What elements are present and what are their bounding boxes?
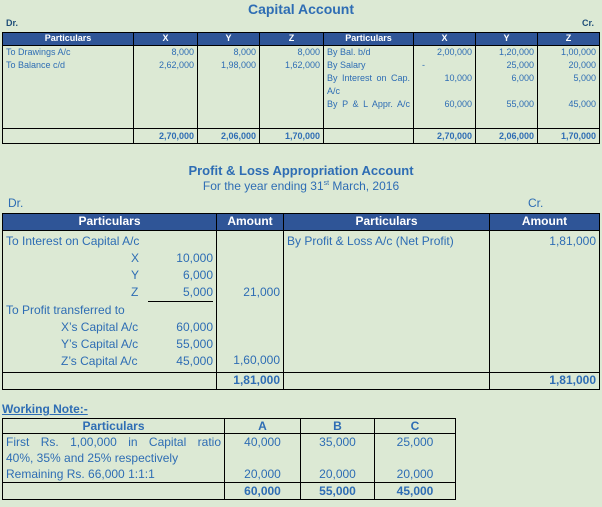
debit-item: To Balance c/d: [6, 60, 66, 70]
pl-subtitle: [0, 179, 602, 193]
value: 25,000: [396, 435, 434, 449]
value: 8,000: [171, 47, 194, 57]
total-y: 2,06,000: [198, 129, 260, 144]
value: 1,98,000: [220, 60, 256, 70]
value: 35,000: [319, 435, 356, 449]
pl-appropriation-table: [2, 213, 600, 390]
profit-label: To Profit transferred to: [6, 303, 125, 317]
value: 55,000: [176, 337, 213, 351]
working-note-table: [2, 418, 456, 500]
col-amount: Amount: [217, 214, 284, 231]
table-row: [3, 231, 600, 373]
profit-row: [6, 353, 213, 370]
value: 40,000: [244, 435, 281, 449]
credit-item: By Profit & Loss A/c (Net Profit): [284, 231, 490, 373]
value: 2,62,000: [158, 60, 194, 70]
total-dr: 1,81,000: [217, 373, 284, 390]
value: 20,000: [396, 467, 434, 481]
table-row: [3, 46, 600, 129]
col-particulars: Particulars: [3, 214, 217, 231]
total-b: 55,000: [301, 483, 375, 500]
capital-title: Capital Account: [247, 1, 355, 17]
interest-label: To Interest on Capital A/c: [6, 234, 140, 248]
value: 10,000: [444, 73, 472, 83]
credit-item: By P & L Appr. A/c: [327, 99, 410, 109]
col-c: C: [375, 419, 456, 434]
col-b: B: [301, 419, 375, 434]
row-label: First Rs. 1,00,000 in Capital ratio: [6, 435, 221, 449]
col-particulars: Particulars: [3, 33, 134, 46]
interest-row: [131, 284, 213, 302]
col-z: Z: [260, 33, 324, 46]
col-y-cr: Y: [476, 33, 538, 46]
subtitle-text: For the year ending 31: [202, 179, 324, 193]
value: 1,62,000: [284, 60, 320, 70]
value: 60,000: [176, 320, 213, 334]
col-y: Y: [198, 33, 260, 46]
value: 55,000: [506, 99, 534, 109]
partner: X: [131, 251, 140, 265]
value: -: [422, 60, 425, 70]
profit-total: 1,60,000: [233, 353, 280, 367]
total-y-cr: 2,06,000: [476, 129, 538, 144]
value: 8,000: [297, 47, 320, 57]
value: 60,000: [444, 99, 472, 109]
totals-row: [3, 129, 600, 144]
credit-item: By Interest on Cap. A/c: [327, 73, 410, 96]
interest-total: 21,000: [243, 285, 280, 299]
credit-item: By Bal. b/d: [327, 47, 371, 57]
total-z: 1,70,000: [260, 129, 324, 144]
interest-row: [6, 250, 213, 267]
partner: Z: [131, 285, 139, 299]
col-particulars: Particulars: [3, 419, 225, 434]
value: 10,000: [176, 251, 213, 265]
col-particulars-cr: Particulars: [284, 214, 490, 231]
value: 25,000: [506, 60, 534, 70]
dr-label: Dr.: [6, 18, 19, 28]
col-amount-cr: Amount: [490, 214, 600, 231]
total-x: 2,70,000: [134, 129, 198, 144]
value: 5,000: [182, 285, 213, 299]
pl-dr-label: Dr.: [8, 196, 24, 210]
subtitle-sup: st: [323, 180, 330, 187]
credit-amount: 1,81,000: [490, 231, 600, 373]
profit-row: [6, 319, 213, 336]
value: 8,000: [233, 47, 256, 57]
col-x: X: [134, 33, 198, 46]
totals-row: [3, 373, 600, 390]
partner: Z’s Capital A/c: [61, 354, 138, 368]
value: 6,000: [511, 73, 534, 83]
total-z-cr: 1,70,000: [538, 129, 600, 144]
cr-label: Cr.: [582, 18, 595, 28]
value: 1,20,000: [498, 47, 534, 57]
col-z-cr: Z: [538, 33, 600, 46]
partner: Y’s Capital A/c: [61, 337, 139, 351]
value: 2,00,000: [436, 47, 472, 57]
total-cr: 1,81,000: [490, 373, 600, 390]
value: 45,000: [568, 99, 596, 109]
partner: X’s Capital A/c: [61, 320, 139, 334]
partner: Y: [131, 268, 140, 282]
total-c: 45,000: [375, 483, 456, 500]
table-row: [3, 434, 456, 483]
value: 45,000: [176, 354, 213, 368]
col-x-cr: X: [414, 33, 476, 46]
pl-title: Profit & Loss Appropriation Account: [188, 163, 414, 178]
working-note-title: Working Note:-: [2, 402, 88, 416]
row-label: 40%, 35% and 25% respectively: [6, 451, 179, 465]
totals-row: [3, 483, 456, 500]
credit-item: By Salary: [327, 60, 366, 70]
pl-cr-label: Cr.: [528, 196, 544, 210]
total-x-cr: 2,70,000: [414, 129, 476, 144]
profit-row: [6, 336, 213, 353]
value: 20,000: [568, 60, 596, 70]
debit-item: To Drawings A/c: [6, 47, 71, 57]
value: 20,000: [244, 467, 281, 481]
value: 6,000: [182, 268, 213, 282]
col-particulars-cr: Particulars: [324, 33, 414, 46]
value: 1,00,000: [560, 47, 596, 57]
capital-account-table: [2, 32, 600, 144]
value: 20,000: [319, 467, 356, 481]
header-row: [3, 33, 600, 46]
total-a: 60,000: [225, 483, 301, 500]
subtitle-text: March, 2016: [329, 179, 400, 193]
interest-row: [6, 267, 213, 284]
row-label: Remaining Rs. 66,000 1:1:1: [6, 467, 155, 481]
value: 5,000: [573, 73, 596, 83]
col-a: A: [225, 419, 301, 434]
